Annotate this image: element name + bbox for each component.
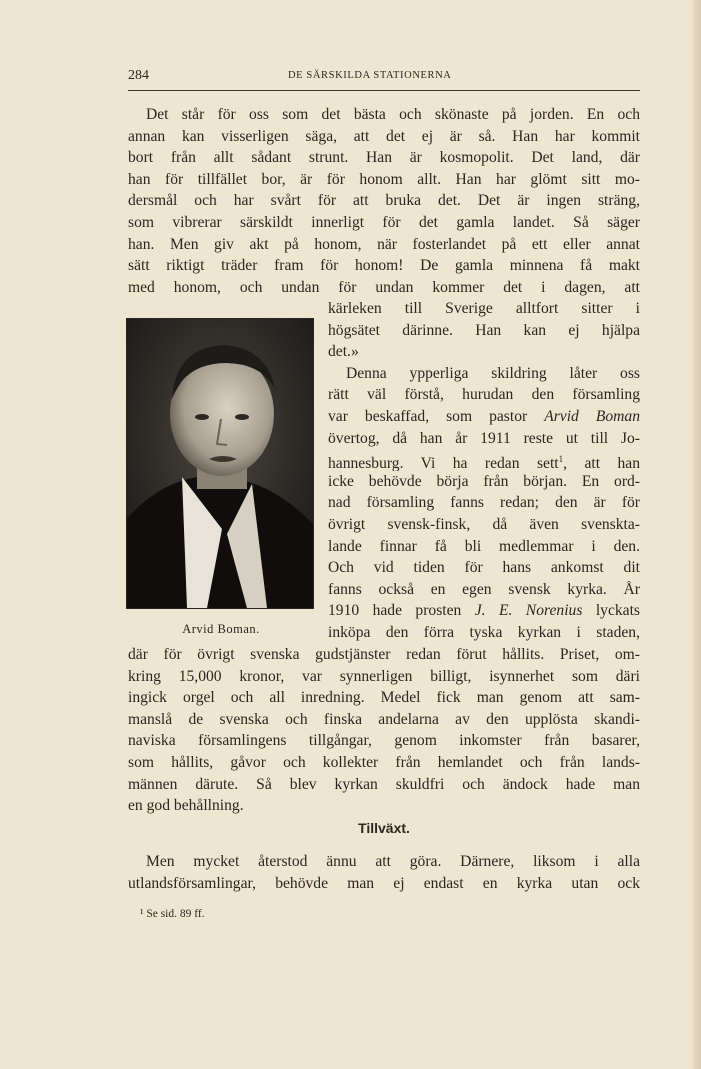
running-head: DE SÄRSKILDA STATIONERNA	[288, 70, 452, 81]
text-line: där för övrigt svenska gudstjänster redan förut hållits. Priset, om-	[128, 646, 640, 663]
footnote: ¹ Se sid. 89 ff.	[140, 908, 205, 920]
text-line: som hållits, gåvor och kollekter från hemlandet och från lands-	[128, 753, 640, 771]
text-line: som vibrerar särskildt innerligt för det gamla landet. Så säger	[128, 213, 640, 231]
name-boman: Arvid Boman	[544, 407, 640, 425]
text-line: Denna ypperliga skildring låter oss	[346, 364, 640, 382]
text-line: Men mycket återstod ännu att göra. Därnere, liksom i alla	[146, 853, 640, 870]
text-line: dersmål och har svårt för att bruka det. Det är ingen sträng,	[128, 192, 640, 210]
text-line: han för tillfället bor, är för honom allt. Han har glömt sitt mo-	[128, 170, 640, 188]
text-line: utlandsförsamlingar, behövde man ej endast en kyrka utan ock	[128, 874, 640, 892]
paragraph-continuation	[128, 644, 640, 817]
text-line: ingick orgel och all inredning. Medel fick man genom att sam-	[128, 689, 640, 707]
text-fragment: lyckats	[595, 602, 640, 620]
name-norenius: J. E. Norenius	[474, 602, 583, 620]
text-line: männen därute. Så blev kyrkan skuldfri och ändock hade man	[128, 775, 640, 793]
text-line: kärleken till Sverige alltfort sitter i	[328, 300, 640, 317]
paragraph-final	[128, 851, 640, 894]
portrait-photo	[126, 318, 314, 609]
footnote-ref: 1	[558, 454, 564, 465]
paragraph-1	[128, 104, 640, 298]
text-line: bort från allt sådant strunt. Han är kosmopolit. Det land, där	[128, 149, 640, 167]
text-line: kring 15,000 kronor, var synnerligen billigt, isynnerhet som däri	[128, 667, 640, 685]
page-edge	[693, 0, 701, 1069]
text-line	[328, 406, 640, 428]
text-line: övrigt svensk-finsk, då även svenskta-	[328, 515, 640, 533]
text-line	[328, 449, 640, 471]
photo-caption: Arvid Boman.	[182, 622, 260, 636]
text-fragment: 1910 hade prosten	[328, 602, 462, 620]
text-line: övertog, då han år 1911 reste ut till Jo-	[328, 429, 640, 447]
text-line: han. Men giv akt på honom, när fosterlandet på ett eller annat	[128, 235, 640, 253]
text-line: rätt väl förstå, hurudan den församling	[328, 386, 640, 404]
text-line: fanns också en egen svensk kyrka. År	[328, 580, 640, 598]
text-line: högsätet därinne. Han kan ej hjälpa	[328, 321, 640, 339]
text-line: det.»	[328, 343, 359, 361]
page-number: 284	[128, 68, 149, 83]
text-line: en god behållning.	[128, 797, 244, 815]
portrait-illustration	[127, 319, 313, 608]
text-fragment: var beskaffad, som pastor	[328, 407, 528, 425]
page-header	[128, 68, 640, 91]
text-line: sätt riktigt träder fram för honom! De gamla minnena få makt	[128, 257, 640, 275]
text-line: inköpa den förra tyska kyrkan i staden,	[328, 623, 640, 641]
text-line: Det står för oss som det bästa och skönaste på jorden. En och	[146, 106, 640, 123]
text-line: Och vid tiden för hans ankomst dit	[328, 559, 640, 577]
right-column-text	[328, 298, 640, 644]
text-line: med honom, och undan för undan kommer det i dagen, att	[128, 278, 640, 296]
text-line: nad församling fanns redan; den är för	[328, 494, 640, 512]
text-line	[328, 600, 640, 622]
text-line: naviska församlingens tillgångar, genom inkomster från basarer,	[128, 732, 640, 750]
text-line: manslå de svenska och finska andelarna av den upplösta skandi-	[128, 710, 640, 728]
text-line: icke behövde börja från början. En ord-	[328, 472, 640, 490]
text-line: annan kan visserligen säga, att det ej är så. Han har kommit	[128, 127, 640, 145]
text-line: lande finnar få bli medlemmar i den.	[328, 537, 640, 555]
text-fragment: , att han	[563, 455, 640, 471]
section-heading: Tillväxt.	[358, 820, 410, 836]
text-fragment: hannesburg. Vi ha redan sett	[328, 455, 559, 471]
